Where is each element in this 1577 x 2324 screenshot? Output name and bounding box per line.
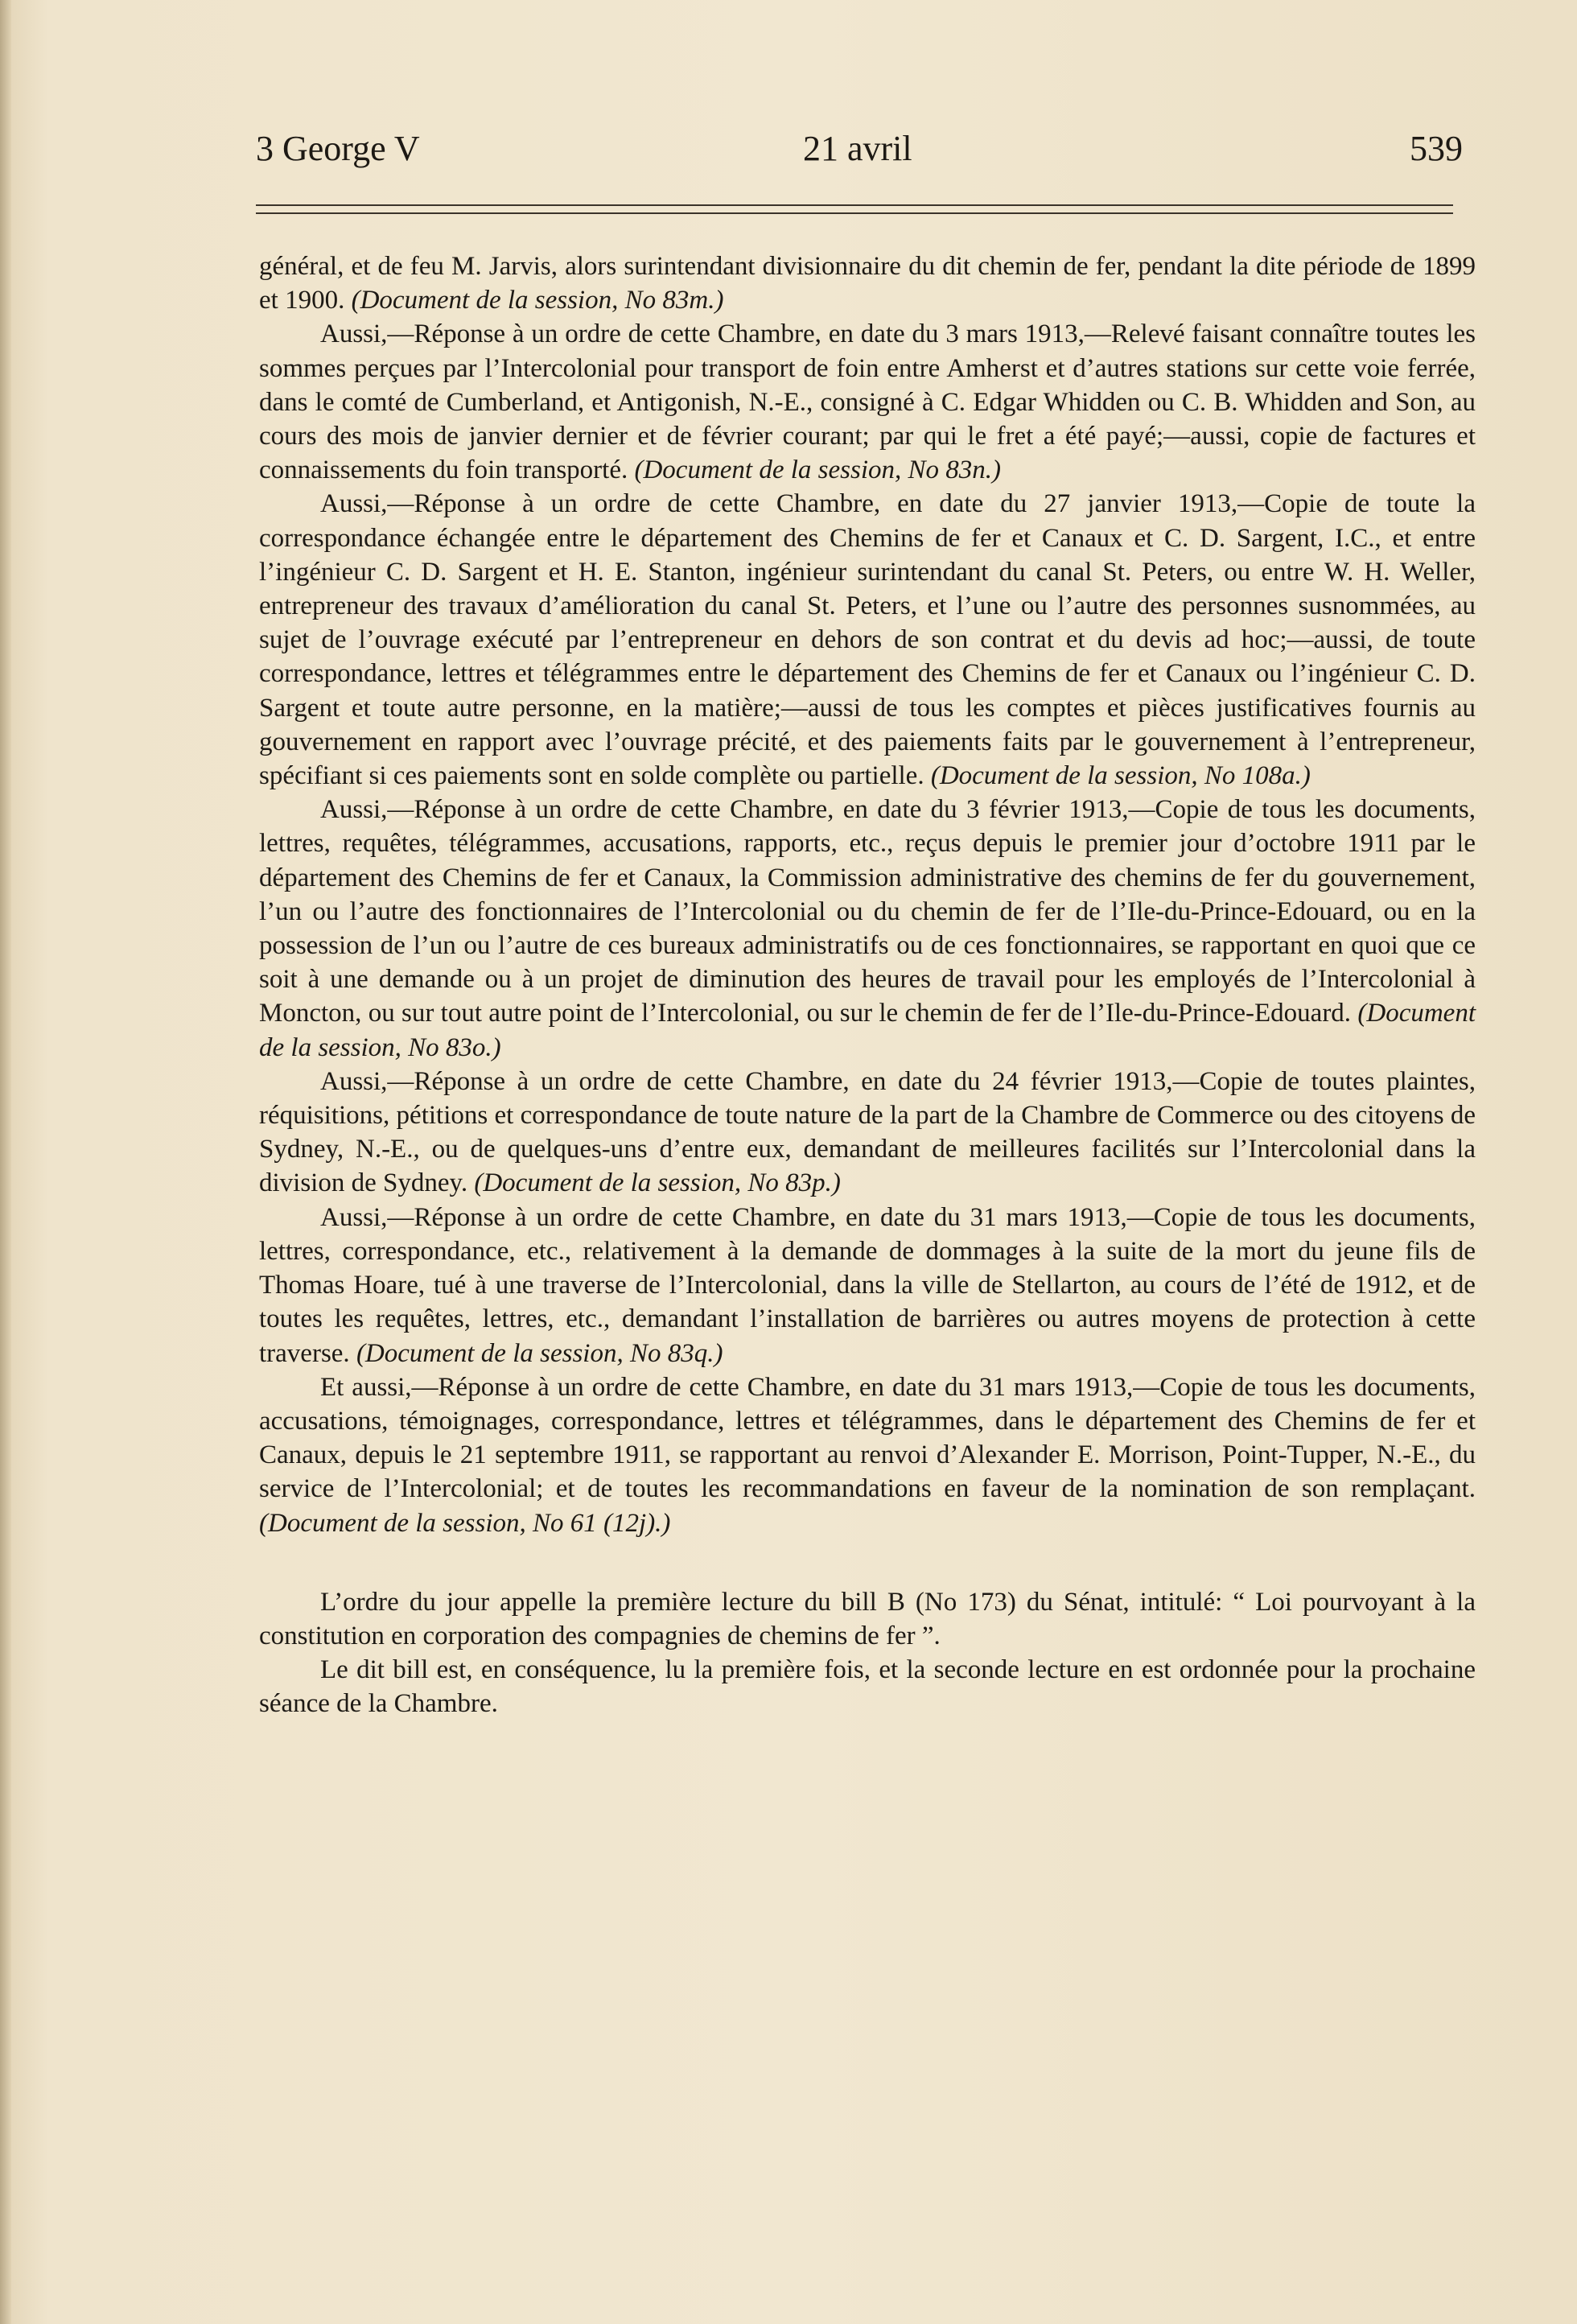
page-binding-edge: [0, 0, 11, 2324]
paragraph-text: général, et de feu M. Jarvis, alors surintendant divisionnaire du dit chemin de fer, pendant la dite période de 1899 et 1900.: [259, 252, 1476, 315]
paragraph: [259, 317, 1476, 487]
document-reference: (Document de la session, No 83m.): [351, 286, 724, 315]
paragraph: [259, 1370, 1476, 1540]
bill-reading-paragraph: Le dit bill est, en conséquence, lu la première fois, et la seconde lecture en est ordonnée pour la prochaine séance de la Chambre.: [259, 1655, 1476, 1719]
document-reference: (Document de la session, No 83n.): [634, 455, 1002, 485]
paragraph: [259, 793, 1476, 1065]
paragraph-text: Aussi,—Réponse à un ordre de cette Chambre, en date du 3 mars 1913,—Relevé faisant connaître toutes les sommes perçues par l’Intercolonial pour transport de foin entre Amherst et d’autres stations sur cette voie ferrée, dans le comté de Cumberland, et Antigonish, N.-E., consigné à C. Edgar Whidden ou C. B. Whidden and Son, au cours des mois de janvier dernier et de février courant; par qui le fret a été payé;—aussi, copie de factures et connaissements du foin transporté.: [259, 319, 1476, 485]
document-reference: (Document de la session, No 61 (12j).): [259, 1508, 671, 1538]
order-of-day-paragraph: L’ordre du jour appelle la première lecture du bill B (No 173) du Sénat, intitulé: “ Loi pourvoyant à la constitution en corporation des compagnies de chemins de fer ”.: [259, 1587, 1476, 1650]
paragraph-text: Aussi,—Réponse à un ordre de cette Chambre, en date du 3 février 1913,—Copie de tous les documents, lettres, requêtes, télégrammes, accusations, rapports, etc., reçus depuis le premier jour d’octobre 1911 par le département des Chemins de fer et Canaux, la Commission administrative des chemins de fer du gouvernement, l’un ou l’autre des fonctionnaires de l’Intercolonial ou du chemin de fer de l’Ile-du-Prince-Edouard, ou en la possession de l’un ou l’autre de ces bureaux administratifs ou de ces fonctionnaires, se rapportant en quoi que ce soit à une demande ou à un projet de diminution des heures de travail pour les employés de l’Intercolonial à Moncton, ou sur tout autre point de l’Intercolonial, ou sur le chemin de fer de l’Ile-du-Prince-Edouard.: [259, 795, 1476, 1028]
document-reference: (Document de la session, No 83p.): [474, 1168, 841, 1198]
paragraph-text: Aussi,—Réponse à un ordre de cette Chambre, en date du 31 mars 1913,—Copie de tous les documents, lettres, correspondance, etc., relativement à la demande de dommages à la suite de la mort du jeune fils de Thomas Hoare, tué à une traverse de l’Intercolonial, dans la ville de Stellarton, au cours de l’été de 1912, et de toutes les requêtes, lettres, etc., demandant l’installation de barrières ou autres moyens de protection à cette traverse.: [259, 1202, 1476, 1368]
paragraph-text: Aussi,—Réponse à un ordre de cette Chambre, en date du 24 février 1913,—Copie de toutes plaintes, réquisitions, pétitions et correspondance de toute nature de la part de la Chambre de Commerce ou des citoyens de Sydney, N.-E., ou de quelques-uns d’entre eux, demandant de meilleures facilités sur l’Intercolonial dans la division de Sydney.: [259, 1066, 1476, 1198]
document-reference: (Document de la session, No 83o.): [259, 999, 1476, 1062]
header-regnal-year: 3 George V: [256, 129, 420, 168]
paragraph: [259, 487, 1476, 793]
header-double-rule: [256, 204, 1453, 214]
paragraph-text: Et aussi,—Réponse à un ordre de cette Chambre, en date du 31 mars 1913,—Copie de tous les documents, accusations, témoignages, correspondance, lettres et télégrammes, dans le département des Chemins de fer et Canaux, depuis le 21 septembre 1911, se rapportant au renvoi d’Alexander E. Morrison, Point-Tupper, N.-E., du service de l’Intercolonial; et de toutes les recommandations en faveur de la nomination de son remplaçant.: [259, 1372, 1476, 1504]
document-body: [259, 249, 1476, 1721]
header-date: 21 avril: [803, 129, 912, 168]
document-reference: (Document de la session, No 108a.): [930, 761, 1311, 791]
page-header: [256, 121, 1463, 177]
paragraph: [259, 249, 1476, 317]
document-reference: (Document de la session, No 83q.): [356, 1338, 723, 1368]
paragraph-text: Aussi,—Réponse à un ordre de cette Chambre, en date du 27 janvier 1913,—Copie de toute la correspondance échangée entre le département des Chemins de fer et Canaux et C. D. Sargent, I.C., et entre l’ingénieur C. D. Sargent et H. E. Stanton, ingénieur surintendant du canal St. Peters, ou entre W. H. Weller, entrepreneur des travaux d’amélioration du canal St. Peters, et l’une ou l’autre des personnes susnommées, au sujet de l’ouvrage exécuté par l’entrepreneur en dehors de son contrat et du devis ad hoc;—aussi, de toute correspondance, lettres et télégrammes entre le département des Chemins de fer et Canaux ou l’ingénieur C. D. Sargent et toute autre personne, en la matière;—aussi de tous les comptes et pièces justificatives fournis au gouvernement en rapport avec l’ouvrage précité, et des paiements faits par le gouvernement à l’entrepreneur, spécifiant si ces paiements sont en solde complète ou partielle.: [259, 489, 1476, 791]
page-number: 539: [1410, 129, 1463, 168]
paragraph: [259, 1201, 1476, 1370]
section-spacer: [259, 1540, 1476, 1585]
paragraph: [259, 1065, 1476, 1201]
